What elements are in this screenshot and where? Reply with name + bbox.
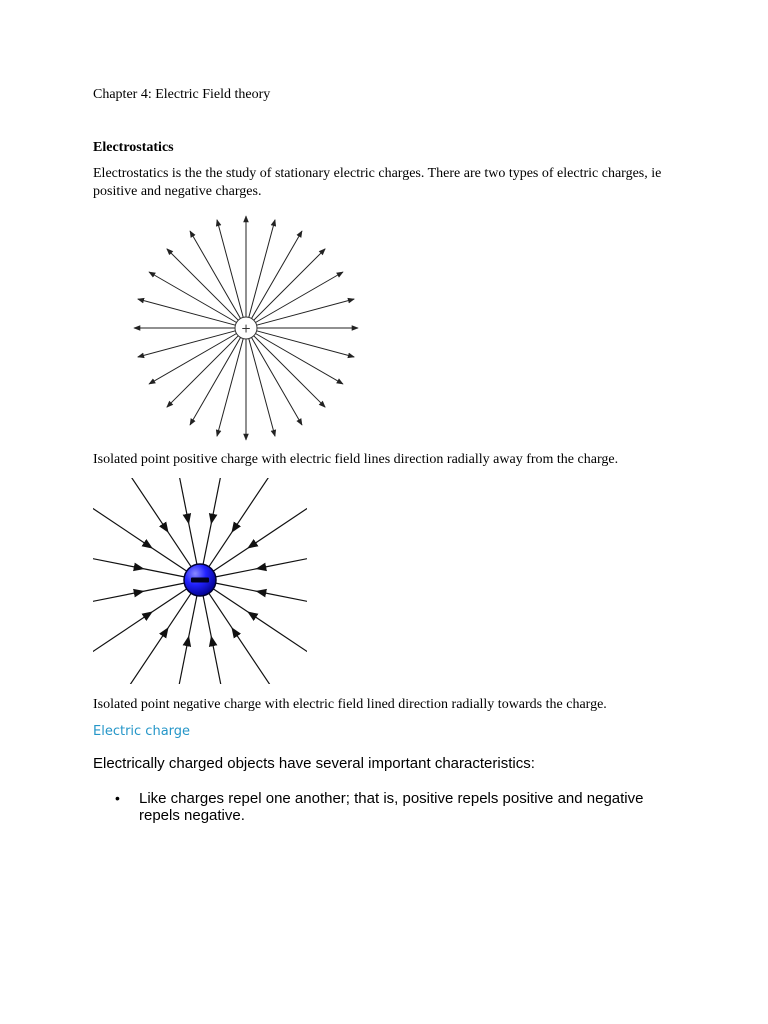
- field-line: [171, 596, 197, 684]
- characteristics-intro: Electrically charged objects have several important characteristics:: [93, 755, 535, 772]
- field-line: [252, 338, 303, 426]
- field-line: [93, 551, 184, 577]
- section-heading: Electrostatics: [93, 140, 174, 155]
- field-line: [171, 478, 197, 564]
- field-line: [190, 231, 241, 319]
- electric-charge-subheading: Electric charge: [93, 724, 191, 739]
- field-line: [256, 272, 344, 323]
- field-line: [190, 338, 241, 426]
- field-line: [117, 593, 191, 684]
- field-line: [213, 589, 307, 663]
- field-line: [93, 497, 187, 571]
- positive-charge-caption: Isolated point positive charge with electric field lines direction radially away from the charge.: [93, 452, 619, 467]
- chapter-title: Chapter 4: Electric Field theory: [93, 87, 271, 102]
- field-line: [209, 593, 283, 684]
- negative-charge-field-figure: [93, 478, 307, 684]
- field-line: [149, 334, 237, 385]
- list-item: [93, 790, 669, 824]
- field-line: [256, 334, 344, 385]
- field-line: [216, 583, 307, 609]
- negative-charge-symbol: [191, 578, 209, 583]
- positive-charge-field-figure: [120, 215, 375, 445]
- field-line: [203, 596, 229, 684]
- bullet-marker: •: [115, 790, 120, 806]
- field-line: [149, 272, 237, 323]
- field-line: [213, 497, 307, 571]
- field-line: [216, 551, 307, 577]
- field-line: [252, 231, 303, 319]
- positive-charge-symbol: +: [240, 321, 252, 336]
- intro-paragraph: Electrostatics is the the study of stationary electric charges. There are two types of electric charges, ie positive and negative charges.: [93, 166, 662, 199]
- field-line: [117, 478, 191, 567]
- bullet-text: Like charges repel one another; that is, positive repels positive and negative repels negative.: [139, 790, 644, 824]
- characteristics-list: [93, 790, 693, 824]
- field-line: [93, 589, 187, 663]
- negative-charge-caption: Isolated point negative charge with electric field lined direction radially towards the charge.: [93, 697, 607, 712]
- field-line: [93, 583, 184, 609]
- field-line: [203, 478, 229, 564]
- field-line: [209, 478, 283, 567]
